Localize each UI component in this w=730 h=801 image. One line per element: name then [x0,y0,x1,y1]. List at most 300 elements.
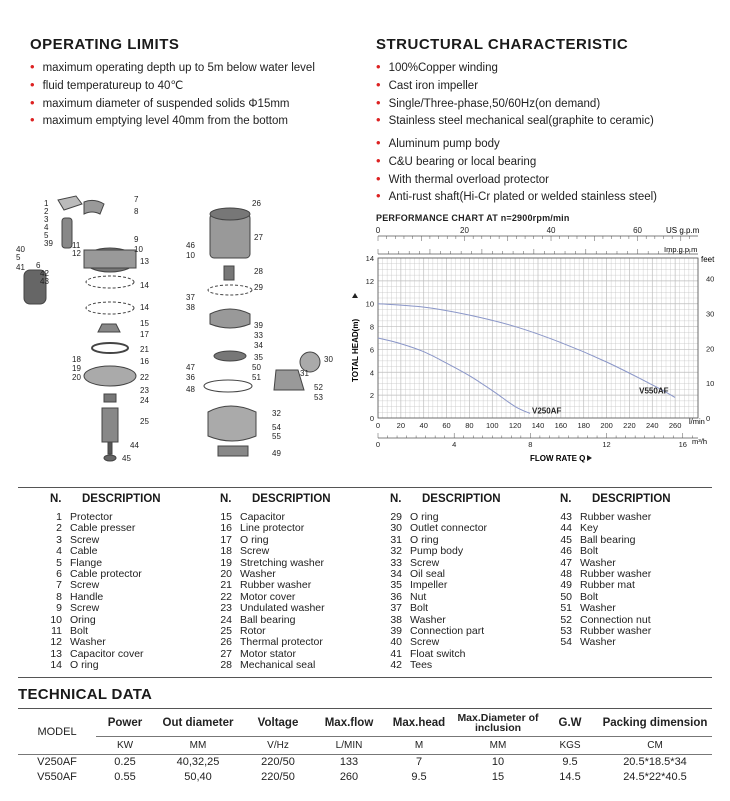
part-description: Nut [410,590,427,603]
part-description: O ring [70,659,99,672]
part-number: 16 [220,522,232,535]
parts-bottom-rule [18,677,712,678]
part-description: Cable presser [70,522,136,535]
callout-label: 31 [300,369,309,378]
list-item [382,659,433,672]
callout-label: 18 [72,355,81,364]
technical-data-title: TECHNICAL DATA [18,686,153,703]
unit-m3h: m³/h [692,437,707,446]
x-axis-arrow-icon [587,455,592,461]
m3h-tick-label: 12 [602,440,611,449]
part-number: 13 [50,647,62,660]
column-header-n: N. [560,493,572,505]
feet-tick-label: 30 [706,309,715,319]
y-tick-label: 12 [365,276,374,286]
part-number: 34 [390,568,402,580]
header-packing: Packing dimension [598,709,712,737]
x-tick-label: 0 [375,421,381,430]
part-number: 39 [390,625,402,637]
technical-data-table [18,708,712,785]
list-item [382,602,429,615]
part-description: Screw [70,602,100,615]
handle-part [84,200,104,214]
chart-ticks [366,226,715,449]
callout-label: 28 [254,267,263,276]
unit-vhz: V/Hz [242,737,314,755]
x-tick-label: 220 [623,421,636,430]
part-number: 47 [560,556,572,569]
part-description: Ball bearing [240,613,296,626]
top-unit-imp: Imp.g.p.m [664,245,698,254]
cell: 7 [415,756,423,769]
callout-label: 27 [254,233,263,242]
header-model: MODEL [18,709,96,755]
list-item [212,659,316,672]
o-ring-part [92,343,128,353]
part-number: 6 [56,568,62,580]
part-number: 33 [390,556,402,569]
callout-label: 36 [186,373,195,382]
pump-body-part [208,406,256,441]
callout-label: 39 [254,321,263,330]
part-description: Rubber washer [580,625,652,637]
x-tick-label: 40 [419,421,428,430]
list-item [42,545,98,558]
part-number: 49 [560,579,572,592]
stretching-washer-part [84,366,136,386]
x-tick-label: 60 [442,421,451,430]
chart-title: PERFORMANCE CHART AT n=2900rpm/min [376,213,570,223]
list-item: • 100%Copper winding [376,58,654,76]
part-description: Rotor [240,625,266,637]
y-axis-arrow-icon [352,293,358,298]
ball-bearing-part [104,394,116,402]
part-number: 4 [56,545,62,558]
part-description: Rubber mat [580,579,635,592]
list-item: • C&U bearing or local bearing [376,152,657,170]
cell: 0.25 [114,756,136,769]
part-number: 53 [560,625,572,637]
part-number: 50 [560,590,572,603]
callout-label: 30 [324,355,333,364]
x-tick-label: 240 [646,421,659,430]
feet-tick-label: 10 [706,379,715,389]
list-item [552,545,599,558]
part-description: Connection part [410,625,485,637]
cell: 0.55 [114,771,136,783]
part-number: 51 [560,602,572,615]
callout-label: 46 [186,241,195,250]
part-number: 19 [220,556,232,569]
list-item: • maximum operating depth up to 5m below water level [30,58,315,76]
list-item: • Stainless steel mechanical seal(graphite to ceramic) [376,111,654,129]
callout-label: 16 [140,357,149,366]
part-number: 43 [560,511,572,523]
part-description: Ball bearing [580,533,636,546]
list-item [42,659,99,672]
cell: 10 [491,756,505,769]
x-tick-label: 200 [600,421,613,430]
callout-label: 48 [186,385,195,394]
us-gpm-tick-label: 20 [460,226,469,235]
o-ring-part [86,302,134,314]
part-description: Capacitor cover [70,647,144,660]
part-description: Washer [240,568,276,580]
part-number: 20 [220,568,232,580]
x-tick-label: 160 [554,421,568,430]
rubber-washer-part [204,380,252,392]
callout-label: 15 [140,319,149,328]
column-header-description: DESCRIPTION [252,493,331,505]
list-item: • Aluminum pump body [376,134,657,152]
motor-stator-part [210,214,250,258]
callout-label: 35 [254,353,263,362]
part-description: Screw [410,556,440,569]
header-max-flow: Max.flow [314,709,384,737]
y-tick-label: 2 [369,391,374,401]
callout-label: 21 [140,345,149,354]
x-tick-label: 100 [486,421,499,430]
part-number: 42 [390,659,402,672]
part-number: 30 [390,522,402,535]
callout-label: 39 [44,239,53,248]
cell: 20.5*18.5*34 [623,756,687,769]
us-gpm-tick-label: 40 [546,226,556,235]
callout-label: 9 [134,235,139,244]
capacitor-part [98,324,120,332]
x-axis-label: FLOW RATE Q [530,454,586,463]
part-description: Capacitor [240,511,285,523]
unit-mm: MM [454,737,542,755]
series-label: V250AF [532,406,562,416]
series-label: V550AF [639,386,669,396]
feet-tick-label: 20 [706,344,715,354]
part-description: O ring [410,511,439,523]
part-description: Impeller [410,579,448,592]
unit-lmin: l/min [689,417,705,426]
callout-label: 20 [72,373,81,382]
unit-lmin: L/MIN [314,737,384,755]
x-tick-label: 80 [465,421,474,430]
callout-label: 8 [134,207,139,216]
part-number: 5 [56,556,62,569]
callout-label: 22 [140,373,149,382]
part-description: Screw [70,579,100,592]
o-ring-part [208,285,252,295]
callout-label: 3 [44,215,49,224]
x-tick-label: 140 [531,421,545,430]
column-header-description: DESCRIPTION [82,493,161,505]
part-number: 36 [390,590,402,603]
y-tick-label: 4 [369,368,374,378]
part-description: Washer [70,636,106,649]
structural-list-b [376,134,657,205]
m3h-tick-label: 0 [375,440,381,449]
callout-label: 26 [252,199,261,208]
x-tick-label: 180 [577,421,590,430]
callout-label: 1 [44,199,49,208]
m3h-tick-label: 16 [678,440,687,449]
part-description: Rubber washer [580,511,652,523]
part-description: Washer [410,613,446,626]
shaft-part [108,442,112,454]
y-tick-label: 6 [369,345,374,355]
list-item: • Anti-rust shaft(Hi-Cr plated or welded stainless steel) [376,187,657,205]
list-item [552,636,616,649]
us-gpm-tick-label: 0 [375,226,381,235]
callout-label: 43 [40,277,49,286]
callout-label: 29 [254,283,263,292]
header-power: Power [96,709,154,737]
unit-m: M [384,737,454,755]
x-tick-label: 20 [396,421,406,430]
rotor-part [102,408,118,442]
part-description: Key [580,522,599,535]
right-unit-feet: feet [701,255,715,264]
part-number: 46 [560,545,572,558]
header-gw: G.W [542,709,598,737]
part-description: Bolt [70,625,89,637]
callout-label: 34 [254,341,263,350]
list-item: • fluid temperatureup to 40℃ [30,76,315,94]
structural-title: STRUCTURAL CHARACTERISTIC [376,36,629,53]
callout-label: 53 [314,393,323,402]
unit-mm: MM [154,737,242,755]
callout-label: 40 [16,245,25,254]
part-number: 52 [560,613,572,626]
x-tick-label: 120 [508,421,522,430]
part-number: 44 [560,522,572,535]
column-header-n: N. [50,493,62,505]
header-voltage: Voltage [242,709,314,737]
cell: 220/50 [261,756,295,769]
part-number: 18 [220,545,232,558]
callout-label: 19 [72,364,81,373]
list-item: • With thermal overload protector [376,170,657,188]
us-gpm-tick-label: 60 [633,226,642,235]
part-number: 32 [390,545,402,558]
callout-label: 6 [36,261,41,270]
unit-kgs: KGS [542,737,598,755]
part-description: Motor stator [240,647,297,660]
callout-label: 37 [186,293,195,302]
part-description: Screw [70,533,100,546]
part-description: Line protector [240,522,305,535]
part-number: 26 [220,636,232,649]
part-number: 14 [50,659,62,672]
cell: 24.5*22*40.5 [623,771,687,783]
cable-presser-part [58,196,82,210]
m3h-tick-label: 8 [528,440,533,449]
callout-label: 32 [272,409,281,418]
part-description: Bolt [580,545,599,558]
part-description: Stretching washer [240,556,325,569]
list-item [212,545,270,558]
feet-tick-label: 0 [706,414,711,423]
impeller-part [214,351,246,361]
part-description: Motor cover [240,590,296,603]
part-number: 15 [220,511,232,523]
y-tick-label: 0 [369,414,374,423]
part-number: 12 [50,636,62,649]
x-tick-label: 260 [668,421,682,430]
column-header-n: N. [390,493,402,505]
part-description: Oil seal [410,568,446,580]
part-description: Undulated washer [240,602,325,615]
callout-label: 2 [44,207,49,216]
part-description: Washer [580,602,616,615]
part-description: Flange [70,556,103,569]
cell: 14.5 [559,771,581,783]
stator-top [210,208,250,220]
callout-label: 41 [16,263,25,272]
callout-label: 25 [140,417,149,426]
part-number: 45 [560,533,572,546]
part-description: Protector [70,511,113,523]
callout-label: 7 [134,195,139,204]
part-description: Connection nut [580,613,651,626]
callout-label: 14 [140,303,149,312]
part-description: Handle [70,590,104,603]
part-description: Bolt [410,602,429,615]
callout-label: 49 [272,449,281,458]
cell: 40,32,25 [176,756,220,769]
callout-label: 4 [44,223,49,232]
part-number: 28 [220,659,232,672]
exploded-view-diagram [10,190,350,470]
part-number: 31 [390,533,402,546]
list-item [42,602,100,615]
callout-label: 10 [134,245,143,254]
cell: 50,40 [184,771,212,783]
y-tick-label: 8 [369,322,374,332]
table-row [18,755,712,770]
part-number: 7 [56,579,62,592]
cell: 260 [339,771,359,783]
part-number: 40 [390,636,402,649]
part-number: 17 [220,533,232,546]
part-description: Cable protector [70,568,142,580]
motor-cover-body [84,250,136,268]
list-item [212,602,325,615]
unit-cm: CM [598,737,712,755]
part-description: Tees [410,659,433,672]
column-header-n: N. [220,493,232,505]
part-number: 54 [560,636,572,649]
part-description: Float switch [410,647,466,660]
callout-label: 13 [140,257,149,266]
part-number: 37 [390,602,402,615]
series-line-v550af [378,304,675,398]
callout-label: 44 [130,441,139,450]
part-number: 38 [390,613,402,626]
callout-label: 47 [186,363,195,372]
part-description: Screw [410,636,440,649]
callout-label: 45 [122,454,131,463]
part-description: O ring [410,533,439,546]
mechanical-seal-part [224,266,234,280]
callout-label: 10 [186,251,195,260]
part-number: 29 [390,511,402,523]
part-number: 22 [220,590,232,603]
chart-curves [378,304,675,416]
callout-label: 24 [140,396,149,405]
part-description: Screw [240,545,270,558]
callout-label: 33 [254,331,263,340]
header-max-head: Max.head [384,709,454,737]
list-item: • maximum emptying level 40mm from the bottom [30,111,315,129]
cell: V550AF [37,771,77,783]
y-axis-label: TOTAL HEAD(m) [351,318,360,382]
callout-label: 5 [44,231,49,240]
list-item [552,602,616,615]
top-unit-us: US g.p.m [666,226,700,235]
part-number: 11 [51,625,62,637]
callout-label: 50 [252,363,261,372]
cable-part [62,218,72,248]
part-number: 23 [220,602,232,615]
part-number: 41 [390,647,402,660]
part-description: Outlet connector [410,522,488,535]
part-number: 2 [56,522,62,535]
callout-label: 5 [16,253,21,262]
list-item: • Cast iron impeller [376,76,654,94]
cell: 220/50 [261,771,295,783]
callout-label: 52 [314,383,323,392]
callout-label: 54 [272,423,281,432]
part-number: 35 [390,579,402,592]
cell: 9.5 [411,771,427,783]
feet-tick-label: 40 [706,274,715,284]
header-max-diameter: Max.Diameter of inclusion [454,709,542,737]
callout-label: 12 [72,249,81,258]
part-description: O ring [240,533,269,546]
cell: 15 [491,771,505,783]
callout-label: 38 [186,303,195,312]
callout-label: 55 [272,432,281,441]
part-number: 10 [50,613,62,626]
y-tick-label: 14 [365,254,374,263]
part-description: Pump body [410,545,464,558]
part-number: 48 [560,568,572,580]
operating-limits-list [30,58,315,129]
part-number: 1 [56,511,62,523]
part-number: 24 [220,613,232,626]
rubber-mat-part [218,446,248,456]
part-number: 8 [56,590,62,603]
operating-limits-title: OPERATING LIMITS [30,36,180,53]
structural-list-a [376,58,654,129]
table-row [18,770,712,785]
cell: 133 [339,756,359,769]
callout-label: 51 [252,373,261,382]
list-item: • maximum diameter of suspended solids Φ15mm [30,94,315,112]
unit-kw: KW [96,737,154,755]
part-description: Rubber washer [240,579,312,592]
callout-label: 42 [40,269,49,278]
part-description: Cable [70,545,98,558]
capacitor-cover-part [86,276,134,288]
callout-label: 14 [140,281,149,290]
part-number: 25 [220,625,232,637]
part-number: 9 [56,602,62,615]
callout-label: 11 [72,241,81,250]
callout-label: 23 [140,386,149,395]
cell: 9.5 [562,756,578,769]
part-description: Bolt [580,590,599,603]
part-description: Rubber washer [580,568,652,580]
connection-part [210,309,250,328]
